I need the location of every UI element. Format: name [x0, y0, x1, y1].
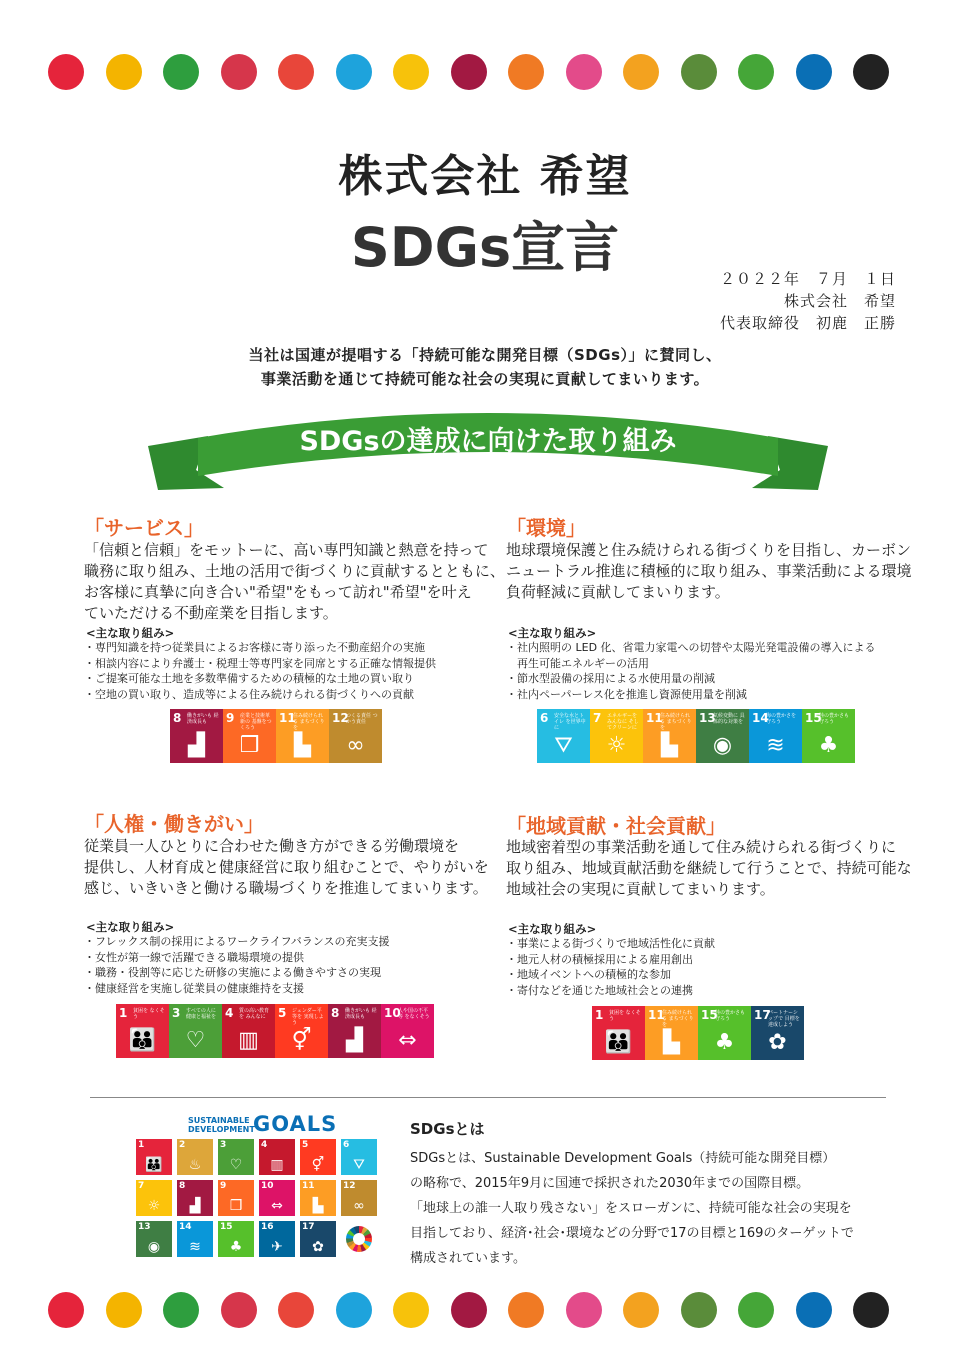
sdgs-wheel-icon — [346, 1226, 372, 1252]
decorative-dot — [853, 1292, 889, 1328]
fish-icon: ≋ — [189, 1239, 201, 1255]
sub-heading-human-rights: <主な取り組み> — [86, 920, 175, 934]
section-title-environment: 「環境」 — [506, 516, 586, 540]
decorative-dot — [106, 1292, 142, 1328]
sdg-goal-7-tile: 7 ☼ — [136, 1180, 172, 1216]
sdg-goal-6-tile: 6 安全な水とトイレ を世界中に ⛛ — [537, 709, 590, 763]
decorative-dot — [623, 54, 659, 90]
growth-chart-icon: ▟ — [188, 733, 205, 758]
infinity-icon: ∞ — [353, 1198, 365, 1214]
water-icon: ⛛ — [554, 733, 573, 758]
section-body-community: 地域密着型の事業活動を通して住み続けられる街づくりに 取り組み、地域貢献活動を継続して行うことで、持続可能な 地域社会の実現に貢献してまいります。 — [506, 838, 912, 898]
list-item: ・相談内容により弁護士・税理士等専門家を同席とする正確な情報提供 — [84, 656, 436, 670]
list-item: ・事業による街づくりで地域活性化に貢献 — [506, 937, 715, 950]
intro-line-2: 事業活動を通じて持続可能な社会の実現に貢献してまいります。 — [260, 370, 710, 388]
dove-icon: ✈ — [271, 1239, 283, 1255]
sdgs-logo-word: GOALS — [253, 1112, 338, 1136]
bullet-list-service — [84, 640, 436, 703]
sdg-goal-3-tile: 3 すべての人に 健康と福祉を ♡ — [169, 1004, 222, 1058]
water-icon: ⛛ — [353, 1157, 365, 1173]
sdg-goal-10-tile: 10 人や国の不平等 をなくそう ⇔ — [381, 1004, 434, 1058]
list-item: ・地域イベントへの積極的な参加 — [506, 968, 671, 982]
city-icon: ▙ — [663, 1030, 680, 1055]
bullet-list-community — [506, 936, 715, 999]
book-icon: ▥ — [270, 1157, 284, 1173]
decorative-dot — [796, 1292, 832, 1328]
sdg-goal-5-tile: 5 ⚥ — [300, 1139, 336, 1175]
section-title-human-rights: 「人権・働きがい」 — [84, 812, 264, 836]
representative-name: 代表取締役 初鹿 正勝 — [719, 314, 896, 332]
decorative-dot — [163, 54, 199, 90]
list-item: ・地元人材の積極採用による雇用創出 — [506, 952, 693, 966]
top-dot-border — [0, 54, 970, 94]
decorative-dot — [566, 54, 602, 90]
sdg-goal-11-tile: 11 住み続けられる まちづくりを ▙ — [276, 709, 329, 763]
sdg-goal-11-tile: 11 住み続けられる まちづくりを ▙ — [643, 709, 696, 763]
sdg-goal-11-tile: 11 ▙ — [300, 1180, 336, 1216]
sdg-goal-4-tile: 4 ▥ — [259, 1139, 295, 1175]
sdg-goal-5-tile: 5 ジェンダー平等を 実現しよう ⚥ — [275, 1004, 328, 1058]
book-icon: ▥ — [238, 1028, 259, 1053]
eye-icon: ◉ — [147, 1239, 161, 1255]
tree-icon: ♣ — [818, 733, 839, 758]
bottom-dot-border — [0, 1292, 970, 1332]
decorative-dot — [48, 54, 84, 90]
decorative-dot — [393, 54, 429, 90]
people-icon: 👪 — [604, 1030, 633, 1055]
decorative-dot — [163, 1292, 199, 1328]
goal-tiles-human-rights — [116, 1004, 434, 1058]
decorative-dot — [566, 1292, 602, 1328]
decorative-dot — [853, 54, 889, 90]
sdg-goal-16-tile: 16 ✈ — [259, 1221, 295, 1257]
heartbeat-icon: ♡ — [185, 1028, 206, 1053]
decorative-dot — [623, 1292, 659, 1328]
sdg-goal-10-tile: 10 ⇔ — [259, 1180, 295, 1216]
decorative-dot — [221, 1292, 257, 1328]
decorative-dot — [681, 54, 717, 90]
section-title-community: 「地域貢献・社会貢献」 — [506, 814, 726, 838]
section-body-environment: 地球環境保護と住み続けられる街づくりを目指し、カーボン ニュートラル推進に積極的に取り組み、事業活動による環境 負荷軽減に貢献してまいります。 — [506, 541, 912, 601]
company-name: 株式会社 希望 — [783, 292, 896, 310]
cubes-icon: ❒ — [239, 733, 260, 758]
list-item: ・空地の買い取り、造成等による住み続けられる街づくりへの貢献 — [84, 688, 414, 702]
goal-tiles-community — [592, 1006, 804, 1060]
flower-icon: ✿ — [312, 1239, 324, 1255]
sdg-goal-2-tile: 2 ♨ — [177, 1139, 213, 1175]
list-item: ・社内ペーパーレス化を推進し資源使用量を削減 — [506, 688, 747, 702]
city-icon: ▙ — [294, 733, 311, 758]
growth-chart-icon: ▟ — [346, 1028, 363, 1053]
declaration-title: SDGs宣言 — [350, 216, 620, 279]
list-item: ・ご提案可能な土地を多数準備するための積極的な土地の買い取り — [84, 672, 414, 686]
flower-icon: ✿ — [768, 1030, 787, 1055]
sdg-goal-1-tile: 1 👪 — [136, 1139, 172, 1175]
decorative-dot — [48, 1292, 84, 1328]
decorative-dot — [278, 1292, 314, 1328]
sdg-goal-15-tile: 15 陸の豊かさも 守ろう ♣ — [802, 709, 855, 763]
list-item: ・社内照明の LED 化、省電力家電への切替や太陽光発電設備の導入による — [506, 641, 876, 654]
sub-heading-community: <主な取り組み> — [508, 922, 597, 936]
sdg-goal-15-tile: 15 陸の豊かさも 守ろう ♣ — [698, 1006, 751, 1060]
list-item: ・寄付などを通じた地域社会との連携 — [506, 984, 693, 998]
list-item: ・女性が第一線で活躍できる職場環境の提供 — [84, 950, 304, 964]
sdg-goal-1-tile: 1 貧困を なくそう 👪 — [592, 1006, 645, 1060]
list-item: ・フレックス制の採用によるワークライフバランスの充実支援 — [84, 935, 390, 948]
sdg-goal-1-tile: 1 貧困を なくそう 👪 — [116, 1004, 169, 1058]
people-icon: 👪 — [145, 1157, 163, 1173]
sdg-goal-12-tile: 12 つくる責任 つかう責任 ∞ — [329, 709, 382, 763]
tree-icon: ♣ — [714, 1030, 735, 1055]
list-item: ・健康経営を実施し従業員の健康維持を支援 — [84, 982, 304, 996]
gender-icon: ⚥ — [291, 1028, 312, 1053]
sdg-goal-9-tile: 9 ❒ — [218, 1180, 254, 1216]
decorative-dot — [393, 1292, 429, 1328]
decorative-dot — [278, 54, 314, 90]
gender-icon: ⚥ — [311, 1157, 325, 1173]
sdg-goal-8-tile: 8 働きがいも 経済成長も ▟ — [170, 709, 223, 763]
bullet-list-human-rights — [84, 934, 389, 997]
tree-icon: ♣ — [229, 1239, 243, 1255]
decorative-dot — [106, 54, 142, 90]
list-item: ・専門知識を持つ従業員によるお客様に寄り添った不動産紹介の実施 — [84, 641, 425, 654]
ribbon-banner — [138, 398, 838, 498]
decorative-dot — [738, 1292, 774, 1328]
decorative-dot — [738, 54, 774, 90]
city-icon: ▙ — [661, 733, 678, 758]
cubes-icon: ❒ — [229, 1198, 243, 1214]
sdg-goal-8-tile: 8 ▟ — [177, 1180, 213, 1216]
section-body-service: 「信頼と信頼」をモットーに、高い専門知識と熱意を持って 職務に取り組み、土地の活用で街づくりに貢献するとともに、 お客様に真摯に向き合い"希望"をもって訪れ"希望"を叶え ていただける不動産業を目指します。 — [84, 541, 505, 622]
sdg-goal-15-tile: 15 ♣ — [218, 1221, 254, 1257]
growth-chart-icon: ▟ — [189, 1198, 201, 1214]
decorative-dot — [221, 54, 257, 90]
list-item: 再生可能エネルギーの活用 — [506, 656, 649, 670]
intro-line-1: 当社は国連が提唱する「持続可能な開発目標（SDGs）」に賛同し、 — [248, 346, 722, 364]
about-sdgs-title: SDGsとは — [410, 1120, 485, 1138]
sdg-goal-11-tile: 11 住み続けられる まちづくりを ▙ — [645, 1006, 698, 1060]
sub-heading-environment: <主な取り組み> — [508, 626, 597, 640]
sub-heading-service: <主な取り組み> — [86, 626, 175, 640]
fish-icon: ≋ — [766, 733, 785, 758]
decorative-dot — [451, 54, 487, 90]
sdg-goal-14-tile: 14 海の豊かさを 守ろう ≋ — [749, 709, 802, 763]
declaration-date: ２０２２年 ７月 １日 — [719, 270, 896, 288]
decorative-dot — [336, 54, 372, 90]
infinity-icon: ∞ — [346, 733, 365, 758]
about-sdgs-body: SDGsとは、Sustainable Development Goals（持続可能な開発目標） の略称で、2015年9月に国連で採択された2030年までの国際目標。 「地球上の誰一人取り残さない」をスローガンに、持続可能な社会の実現を 目指しており、経済･社会･環境などの分野で17の目標と169のターゲットで 構成されています。 — [410, 1151, 854, 1266]
people-icon: 👪 — [128, 1028, 157, 1053]
sdg-goal-7-tile: 7 エネルギーをみんなに そしてクリーンに ☼ — [590, 709, 643, 763]
sdgs-logo-text: SUSTAINABLE DEVELOPMENT — [188, 1116, 255, 1134]
list-item: ・職務・役割等に応じた研修の実施による働きやすさの実現 — [84, 966, 381, 980]
sdg-goal-13-tile: 13 気候変動に 具体的な対策を ◉ — [696, 709, 749, 763]
goal-tiles-environment — [537, 709, 855, 763]
sdg-goal-13-tile: 13 ◉ — [136, 1221, 172, 1257]
decorative-dot — [681, 1292, 717, 1328]
bullet-list-environment — [506, 640, 876, 703]
goal-tiles-service — [170, 709, 382, 763]
sdg-goal-12-tile: 12 ∞ — [341, 1180, 377, 1216]
eye-icon: ◉ — [712, 733, 733, 758]
decorative-dot — [451, 1292, 487, 1328]
decorative-dot — [796, 54, 832, 90]
sdg-goal-17-tile: 17 パートナーシップで 目標を達成しよう ✿ — [751, 1006, 804, 1060]
sdg-goal-3-tile: 3 ♡ — [218, 1139, 254, 1175]
equality-icon: ⇔ — [398, 1028, 417, 1053]
sdg-goal-8-tile: 8 働きがいも 経済成長も ▟ — [328, 1004, 381, 1058]
section-body-human-rights: 従業員一人ひとりに合わせた働き方ができる労働環境を 提供し、人材育成と健康経営に取り組むことで、やりがいを 感じ、いきいきと働ける職場づくりを推進してまいります。 — [84, 837, 489, 897]
sun-icon: ☼ — [606, 733, 627, 758]
sdg-goal-4-tile: 4 質の高い教育を みんなに ▥ — [222, 1004, 275, 1058]
city-icon: ▙ — [312, 1198, 324, 1214]
decorative-dot — [508, 1292, 544, 1328]
sdg-goal-6-tile: 6 ⛛ — [341, 1139, 377, 1175]
sdg-goal-9-tile: 9 産業と技術革新の 基盤をつくろう ❒ — [223, 709, 276, 763]
sdg-goal-14-tile: 14 ≋ — [177, 1221, 213, 1257]
section-title-service: 「サービス」 — [84, 516, 204, 540]
decorative-dot — [508, 54, 544, 90]
equality-icon: ⇔ — [271, 1198, 283, 1214]
ribbon-title: SDGsの達成に向けた取り組み — [299, 426, 677, 457]
list-item: ・節水型設備の採用による水使用量の削減 — [506, 672, 715, 686]
decorative-dot — [336, 1292, 372, 1328]
heartbeat-icon: ♡ — [229, 1157, 243, 1173]
bowl-icon: ♨ — [188, 1157, 202, 1173]
section-divider — [90, 1097, 886, 1098]
sdg-goal-17-tile: 17 ✿ — [300, 1221, 336, 1257]
company-title: 株式会社 希望 — [338, 151, 632, 202]
sun-icon: ☼ — [147, 1198, 161, 1214]
